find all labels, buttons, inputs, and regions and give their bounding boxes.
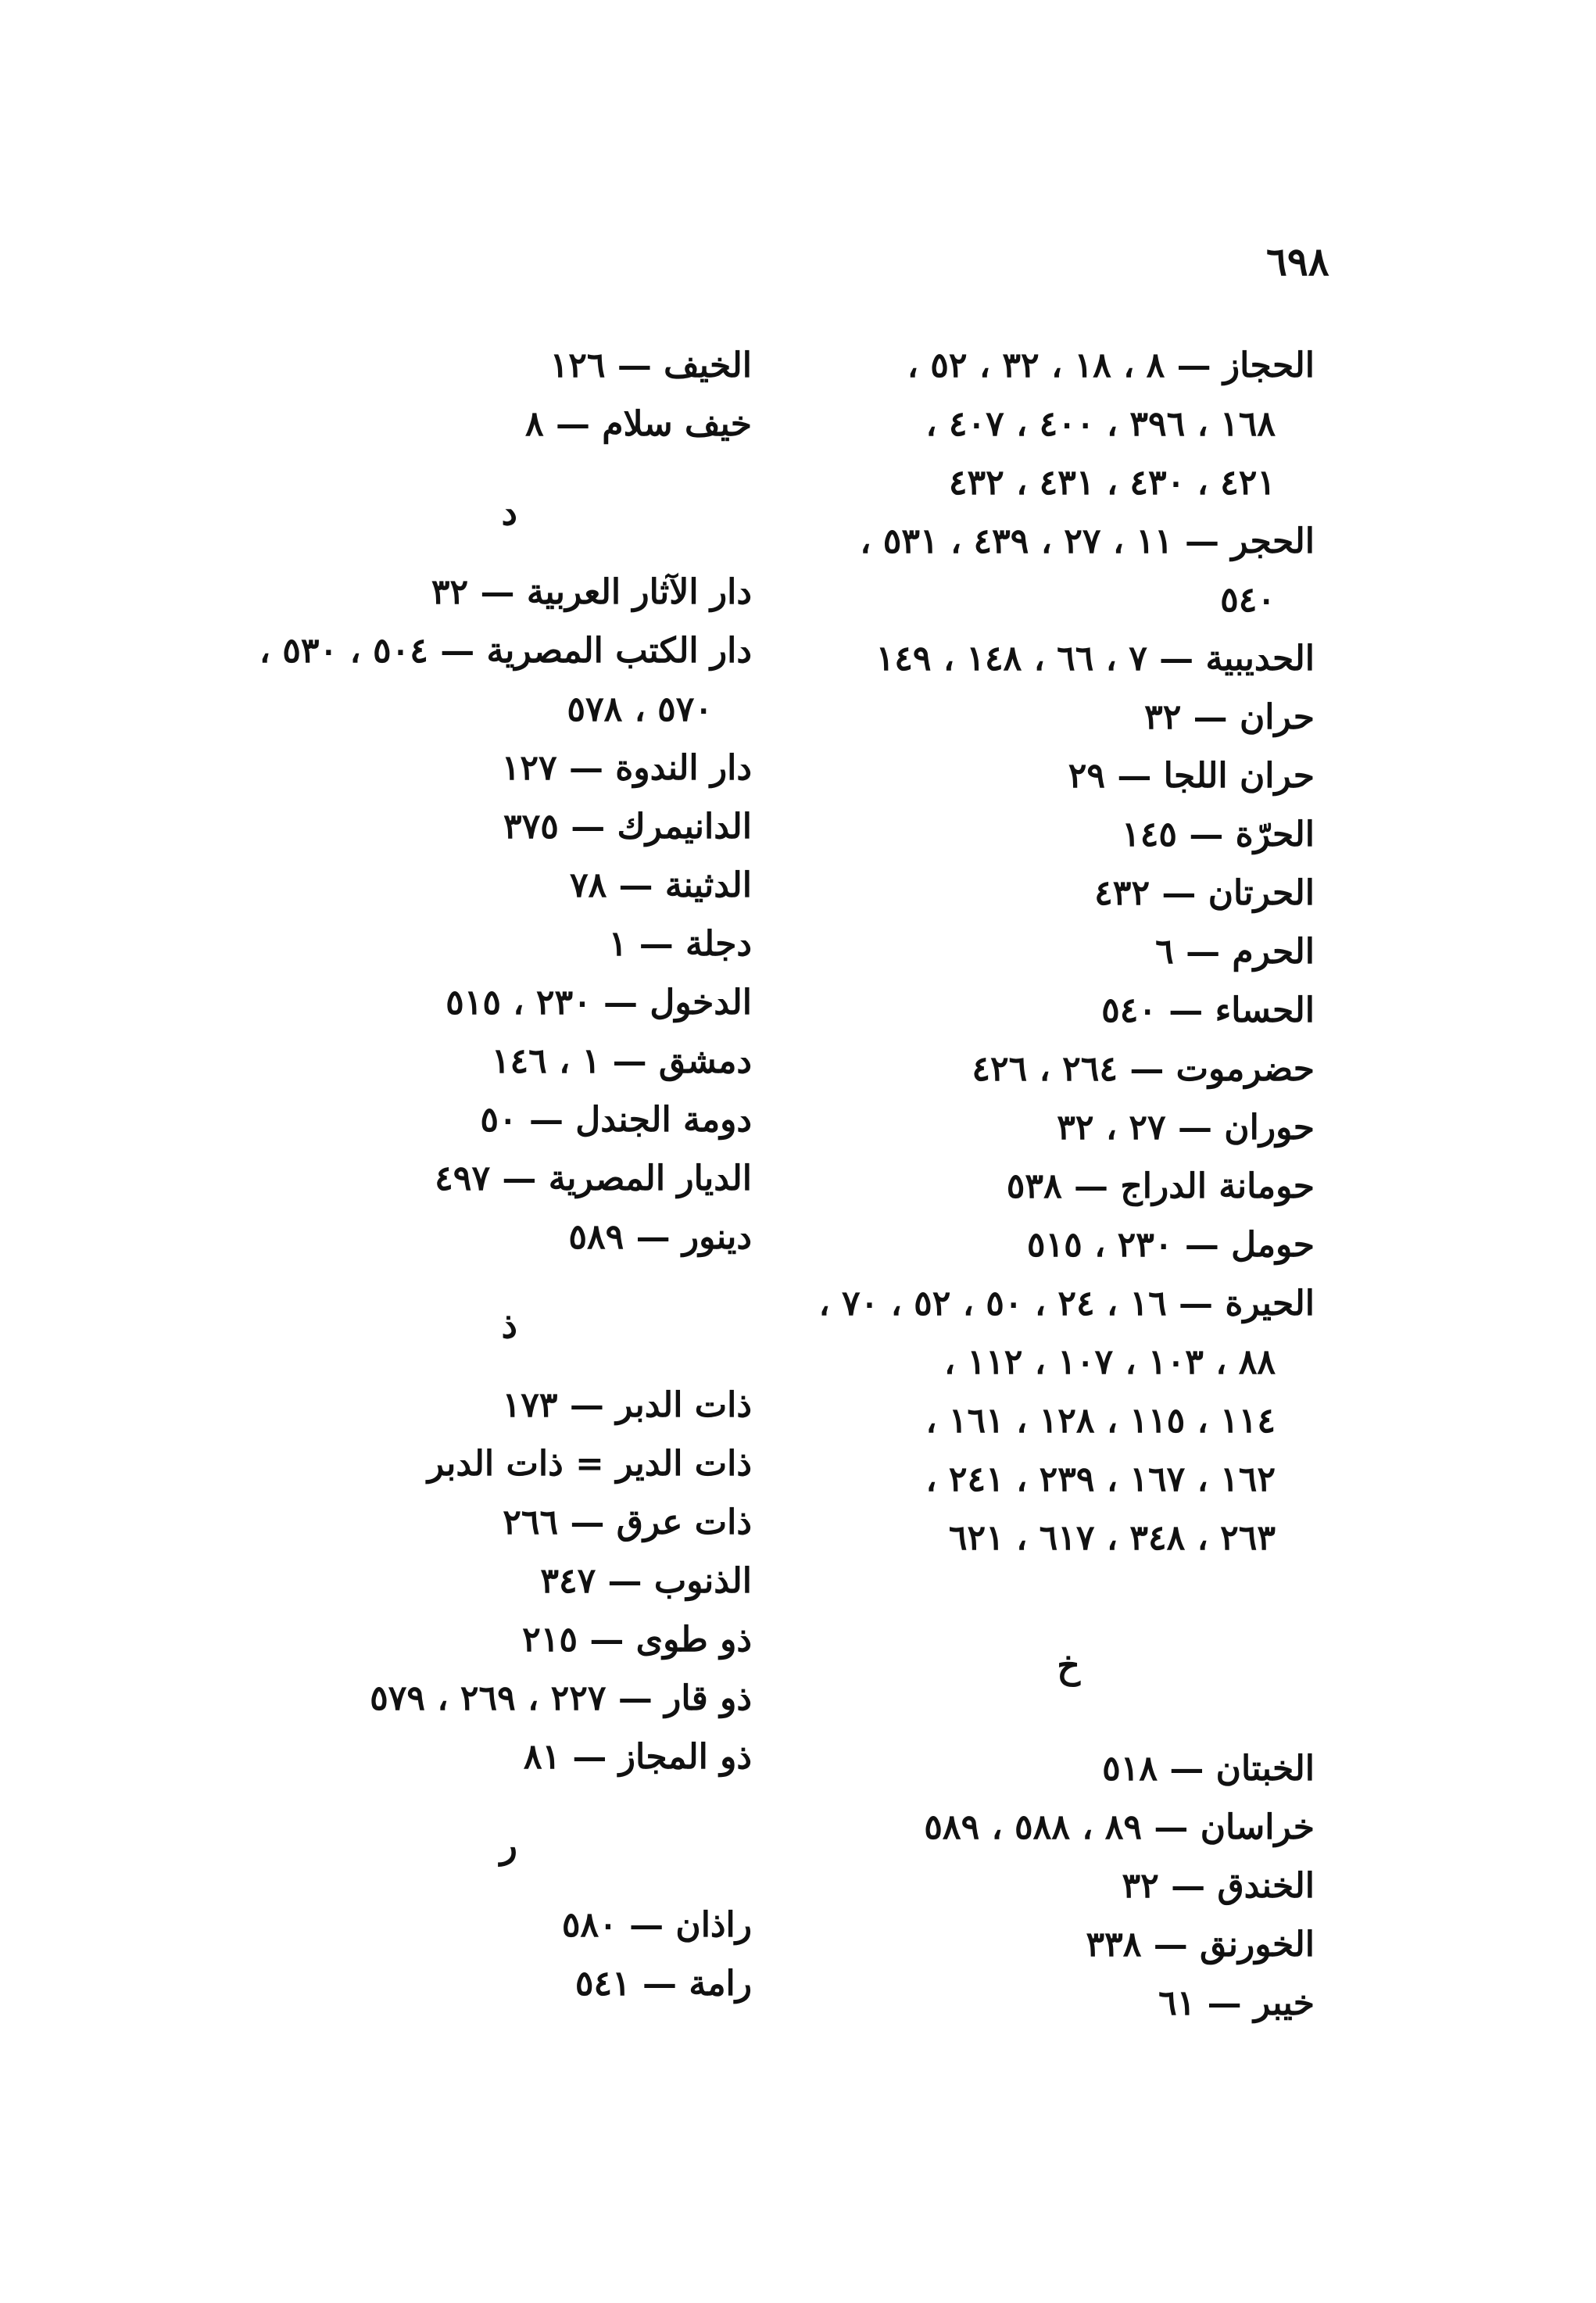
index-entry-continuation: ٢٦٣ ، ٣٤٨ ، ٦١٧ ، ٦٢١	[948, 1518, 1276, 1558]
index-entry: الدثينة — ٧٨	[569, 865, 752, 905]
page-number: ٦٩٨	[1266, 238, 1329, 285]
index-entry: الحجاز — ٨ ، ١٨ ، ٣٢ ، ٥٢ ،	[907, 346, 1315, 385]
index-column-right	[721, 336, 1315, 2033]
index-entry: رامة — ٥٤١	[574, 1964, 752, 2004]
index-entry: الحرّة — ١٤٥	[1122, 815, 1315, 854]
index-entry: دار الآثار العربية — ٣٢	[431, 572, 752, 612]
index-entry-continuation: ٥٧٠ ، ٥٧٨	[567, 689, 713, 729]
index-column-left	[158, 336, 752, 2013]
index-entry: ذات عرق — ٢٦٦	[503, 1503, 752, 1542]
section-letter-dhal: ذ	[501, 1304, 517, 1346]
index-entry: ذات الدبر — ١٧٣	[502, 1385, 752, 1425]
index-entry: دجلة — ١	[608, 924, 752, 964]
index-entry: الديار المصرية — ٤٩٧	[435, 1159, 752, 1198]
index-entry: الدخول — ٢٣٠ ، ٥١٥	[446, 983, 752, 1023]
index-entry: خيف سلام — ٨	[525, 404, 752, 444]
index-entry: ذو قار — ٢٢٧ ، ٢٦٩ ، ٥٧٩	[370, 1678, 752, 1718]
index-entry: ذو طوى — ٢١٥	[522, 1620, 752, 1660]
index-entry: الحجر — ١١ ، ٢٧ ، ٤٣٩ ، ٥٣١ ،	[860, 521, 1315, 561]
index-entry: الخبتان — ٥١٨	[1102, 1749, 1315, 1789]
index-entry: حومل — ٢٣٠ ، ٥١٥	[1026, 1225, 1315, 1265]
index-entry-continuation: ٤٢١ ، ٤٣٠ ، ٤٣١ ، ٤٣٢	[948, 463, 1276, 503]
index-entry: الحرم — ٦	[1155, 932, 1315, 972]
index-entry: حران — ٣٢	[1144, 697, 1315, 737]
section-letter-dal: د	[501, 491, 517, 533]
index-entry: ذات الدير = ذات الدبر	[427, 1444, 752, 1484]
index-entry-continuation: ٨٨ ، ١٠٣ ، ١٠٧ ، ١١٢ ،	[943, 1342, 1276, 1382]
index-entry: الحساء — ٥٤٠	[1101, 990, 1315, 1030]
index-entry: حوران — ٢٧ ، ٣٢	[1057, 1108, 1315, 1148]
index-entry: الحيرة — ١٦ ، ٢٤ ، ٥٠ ، ٥٢ ، ٧٠ ،	[818, 1284, 1315, 1323]
index-entry: الحديبية — ٧ ، ٦٦ ، ١٤٨ ، ١٤٩	[875, 639, 1315, 679]
index-entry: دومة الجندل — ٥٠	[480, 1100, 752, 1140]
index-entry: خيبر — ٦١	[1158, 1983, 1315, 2023]
index-entry: الخورنق — ٣٣٨	[1086, 1925, 1315, 1965]
index-entry-continuation: ٥٤٠	[1220, 580, 1276, 620]
index-entry-continuation: ١٦٨ ، ٣٩٦ ، ٤٠٠ ، ٤٠٧ ،	[925, 404, 1276, 444]
index-entry: راذان — ٥٨٠	[561, 1905, 752, 1945]
index-entry: الخيف — ١٢٦	[549, 346, 752, 385]
index-entry: حومانة الدراج — ٥٣٨	[1006, 1166, 1315, 1206]
index-entry: الحرتان — ٤٣٢	[1094, 873, 1315, 913]
index-entry: دار الندوة — ١٢٧	[501, 748, 752, 788]
section-letter-ra: ر	[499, 1824, 517, 1866]
index-entry-continuation: ١١٤ ، ١١٥ ، ١٢٨ ، ١٦١ ،	[925, 1401, 1276, 1441]
index-entry: دمشق — ١ ، ١٤٦	[491, 1041, 752, 1081]
index-entry: حضرموت — ٢٦٤ ، ٤٢٦	[972, 1049, 1315, 1089]
index-entry: خراسان — ٨٩ ، ٥٨٨ ، ٥٨٩	[924, 1807, 1315, 1847]
index-entry: دينور — ٥٨٩	[568, 1217, 752, 1257]
section-letter-kha: خ	[1057, 1644, 1080, 1686]
index-entry: ذو المجاز — ٨١	[523, 1737, 752, 1777]
index-entry-continuation: ١٦٢ ، ١٦٧ ، ٢٣٩ ، ٢٤١ ،	[925, 1460, 1276, 1499]
index-entry: الدانيمرك — ٣٧٥	[503, 807, 752, 847]
index-entry: الخندق — ٣٢	[1122, 1866, 1315, 1906]
index-entry: الذنوب — ٣٤٧	[540, 1561, 752, 1601]
index-entry: دار الكتب المصرية — ٥٠٤ ، ٥٣٠ ،	[259, 631, 752, 671]
index-entry: حران اللجا — ٢٩	[1068, 756, 1315, 796]
